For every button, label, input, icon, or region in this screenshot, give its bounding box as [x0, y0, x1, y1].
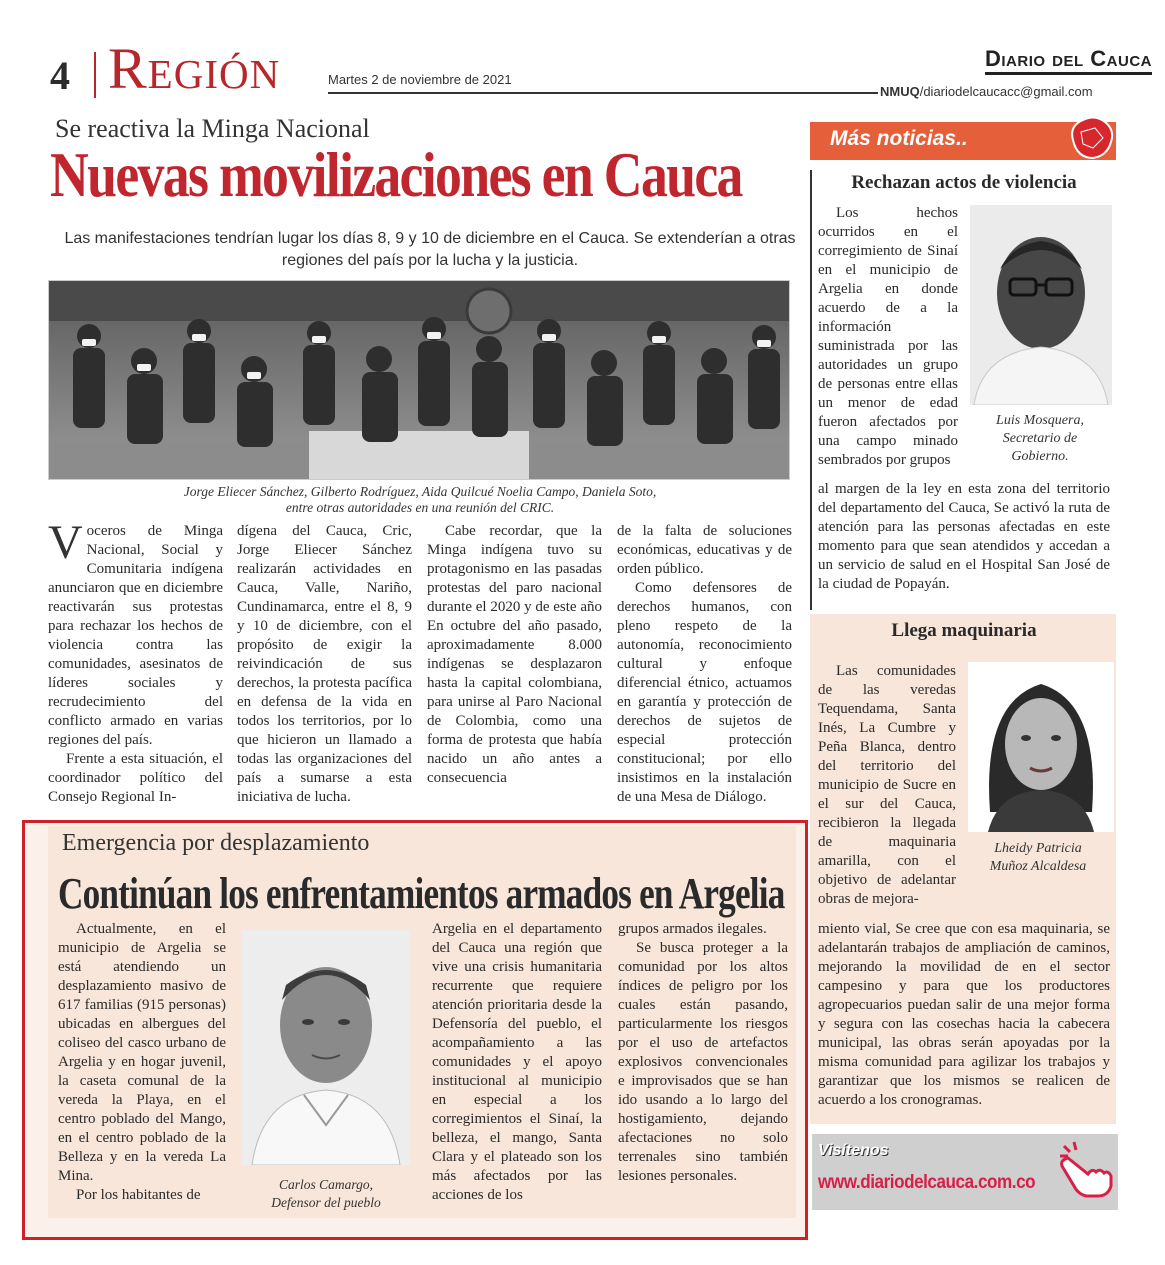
news-machinery-text-narrow: [818, 662, 956, 920]
main-column-2: [237, 522, 412, 818]
drop-cap: V: [48, 522, 83, 569]
email-prefix: NMUQ: [880, 84, 920, 99]
news-violence-text-narrow: [818, 204, 958, 480]
secondary-col3-paragraph-2: Se busca proteger a la comunidad por los altos índices de peligro por los cuales están pasando, particularmente los riesgos por el uso de artefactos explosivos convencionales e improvisados que se han ido usando a lo largo del hostigamiento, dejando afectaciones no solo terrenales sino también lesiones personales.: [618, 940, 788, 1184]
news-machinery-paragraph-wide: miento vial, Se cree que con esa maquinaria, se adelantarán trabajos de ampliación de caminos, mejorando la movilidad de en el sector campesino y para que los productores agropecuarios puedan salir de una mejor forma y segura con las cosechas hacia la cabecera municipal, las obras serán apoyadas por la misma comunidad para agilizar los trabajos y garantizar que los mismos se realicen de acuerdo a los cronogramas.: [818, 921, 1110, 1108]
issue-date: Martes 2 de noviembre de 2021: [328, 72, 512, 87]
secondary-col1-paragraph-2: Por los habitantes de: [76, 1187, 201, 1203]
visit-label: Visítenos: [818, 1142, 889, 1159]
luis-caption-line-2: Secretario de: [1002, 431, 1078, 446]
secondary-col2-paragraph-1: Argelia en el departamento del Cauca una región que vive una crisis humanitaria recurrente que requiere atención prioritaria desde la Defensoría del pueblo, el acompañamiento a las comunidades y el apoyo institucional al municipio en especial a los corregimientos el Sinaí, la belleza, el mango, Santa Clara y el plateado son los más afectados por las acciones de los: [432, 921, 602, 1203]
main-col1-paragraph-1: oceros de Minga Nacional, Social y Comunitaria indígena anunciaron que en diciembre reactivarán sus protestas para rechazar los hechos de violencia contra las comunidades, asesinatos de líderes sociales y recrudecimiento del conflicto armado en varias regiones del país.: [48, 523, 223, 748]
sidebar-header-label: Más noticias..: [830, 127, 968, 150]
secondary-kicker: Emergencia por desplazamiento: [62, 830, 370, 856]
luis-mosquera-portrait: [970, 205, 1112, 405]
section-title: Región: [108, 36, 281, 101]
page-number: 4: [50, 53, 70, 98]
secondary-column-2: [432, 920, 602, 1220]
main-col4-paragraph-1: de la falta de soluciones económicas, educativas y de orden público.: [617, 523, 792, 577]
portrait-illustration: [242, 930, 410, 1165]
lheidy-munoz-caption: [958, 840, 1118, 876]
main-kicker: Se reactiva la Minga Nacional: [55, 114, 370, 143]
defensor-caption-line-1: Carlos Camargo,: [278, 1177, 374, 1192]
secondary-col3-paragraph-1: grupos armados ilegales.: [618, 921, 767, 937]
news-violence-text-wide: [818, 480, 1110, 602]
news-machinery-text-wide: [818, 920, 1110, 1120]
main-col3-paragraph-1: Cabe recordar, que la Minga indígena tuvo su protagonismo en las pasadas protestas del paro nacional durante el 2020 y de este año En octubre del año pasado, aproximadamente 8.000 indígenas se desplazaron hasta la capital colombiana, para unirse al Paro Nacional de Colombia, como una forma de protesta que había nacido un año antes a consecuencia: [427, 523, 602, 786]
header-divider: [94, 52, 96, 98]
news-violence-paragraph-narrow: Los hechos ocurridos en el corregimiento de Sinaí en el municipio de Argelia en donde acuerdo de a la información suministrada por las autoridades un grupo de personas entre ellas un menor de edad fueron afectados por una campo minado sembrados por grupos: [818, 205, 958, 468]
main-headline: Nuevas movilizaciones en Cauca: [50, 139, 742, 210]
news-machinery-title: Llega maquinaria: [891, 620, 1037, 641]
main-caption-line-1: Jorge Eliecer Sánchez, Gilberto Rodríguez, Aida Quilcué Noelia Campo, Daniela Soto,: [183, 484, 657, 499]
luis-mosquera-caption: [962, 412, 1118, 466]
main-col4-paragraph-2: Como defensores de derechos humanos, con pleno respeto de la autonomía, reconocimiento cultural y enfoque diferencial étnico, actuamos en garantía y protección de derechos de sujetos de especial protección constitucional; por ello insistimos en la instalación de una Mesa de Diálogo.: [617, 580, 792, 805]
defensor-caption-line-2: Defensor del pueblo: [271, 1195, 381, 1210]
main-col2-paragraph-1: dígena del Cauca, Cric, Jorge Eliecer Sánchez realizarán actividades en Cauca, Valle, Nariño, Cundinamarca, entre el 8, 9 y 10 de diciembre, con el propósito de exigir la reivindicación de sus derechos, la protesta pacífica en defensa de la vida en todos los territorios, por lo que hicieron un llamado a todas las organizaciones del país a sumarse a esta iniciativa de lucha.: [237, 523, 412, 805]
main-photo: [48, 280, 790, 480]
lheidy-caption-line-1: Lheidy Patricia: [994, 841, 1082, 856]
lheidy-caption-line-2: Muñoz Alcaldesa: [989, 859, 1087, 874]
defensor-caption: [242, 1176, 410, 1212]
main-col1-paragraph-2: Frente a esta situación, el coordinador político del Consejo Regional In-: [48, 751, 223, 805]
main-column-3: [427, 522, 602, 818]
website-link[interactable]: www.diariodelcauca.com.co: [818, 1172, 1036, 1193]
news-violence-title: Rechazan actos de violencia: [851, 172, 1077, 193]
portrait-illustration: [970, 205, 1112, 405]
main-caption-line-2: entre otras autoridades en una reunión del CRIC.: [285, 500, 555, 515]
portrait-illustration: [968, 662, 1114, 832]
secondary-headline: Continúan los enfrentamientos armados en Argelia: [58, 869, 785, 918]
news-machinery-paragraph-narrow: Las comunidades de las veredas Tequendama, Santa Inés, La Cumbre y Peña Blanca, dentro del territorio del municipio de Sucre en el sur del Cauca, recibieron la llegada de maquinaria amarilla, con el objetivo de adelantar obras de mejora-: [818, 663, 956, 907]
main-column-1: [48, 522, 223, 818]
secondary-column-1: [58, 920, 226, 1220]
newspaper-logo: Diario del Cauca: [985, 46, 1152, 75]
main-photo-caption: [110, 484, 730, 516]
news-violence-paragraph-wide: al margen de la ley en esta zona del territorio del departamento del Cauca, Se activó la ruta de atención para las personas afectadas en este momento para que sean atendidos y accedan a un servicio de salud en el Hospital San José de la ciudad de Popayán.: [818, 481, 1110, 592]
defensor-portrait: [242, 930, 410, 1165]
luis-caption-line-1: Luis Mosquera,: [996, 413, 1084, 428]
contact-email: [880, 84, 1093, 99]
main-deck: Las manifestaciones tendrían lugar los días 8, 9 y 10 de diciembre en el Cauca. Se extenderían a otras regiones del país por la lucha y la justicia.: [64, 230, 796, 269]
main-column-4: [617, 522, 792, 818]
luis-caption-line-3: Gobierno.: [1011, 449, 1069, 464]
header-rule: [328, 92, 878, 94]
pointing-hand-icon: [1058, 1138, 1116, 1200]
cauca-map-icon: [1065, 112, 1117, 164]
group-photo-illustration: [49, 281, 789, 479]
lheidy-munoz-portrait: [968, 662, 1114, 832]
secondary-col1-paragraph-1: Actualmente, en el municipio de Argelia se está atendiendo un desplazamiento masivo de 617 familias (915 personas) ubicadas en albergues del coliseo del casco urbano de Argelia y en hogar juvenil, la caseta comunal de la vereda la Playa, en el centro poblado del Mango, en el centro poblado de la Belleza y en la vereda La Mina.: [58, 921, 226, 1184]
secondary-column-3: [618, 920, 788, 1220]
email-address[interactable]: /diariodelcaucacc@gmail.com: [919, 84, 1093, 99]
